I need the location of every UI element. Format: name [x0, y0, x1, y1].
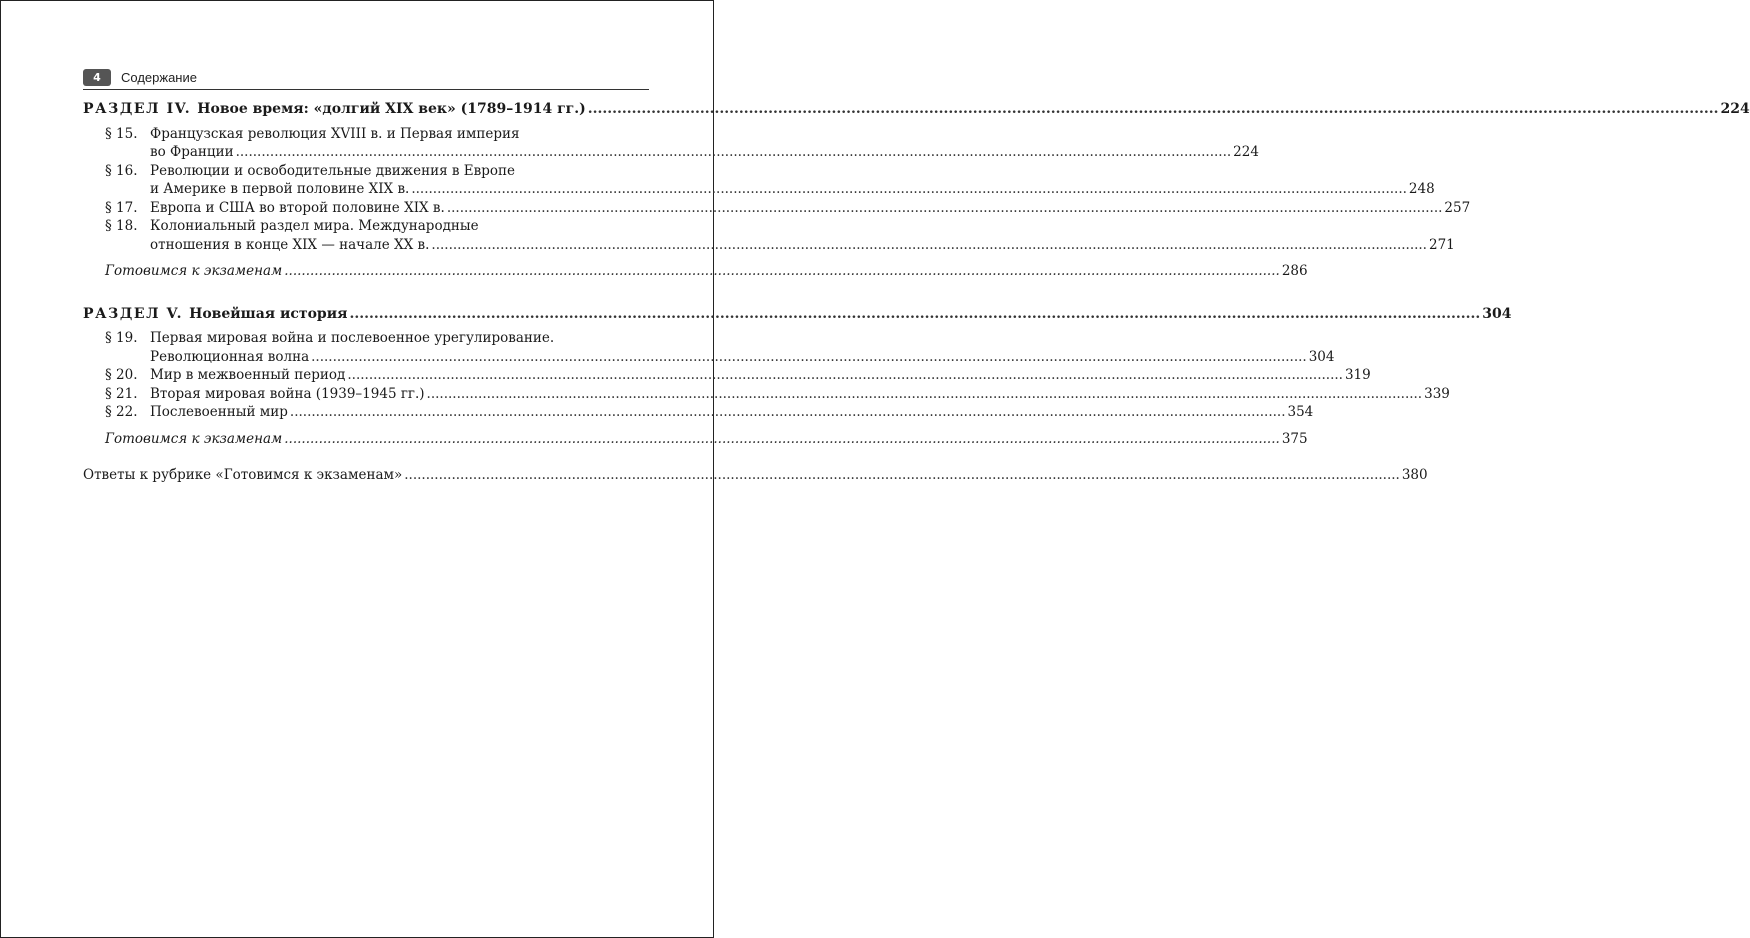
paragraph-number: § 20. — [105, 367, 138, 383]
paragraph-number: § 17. — [105, 199, 138, 216]
entry-line: Революции и освободительные движения в Европе — [150, 162, 516, 179]
review-entry-iv[interactable] — [83, 262, 1308, 281]
review-entry-v[interactable] — [83, 430, 1308, 449]
page-ref: 248 — [1408, 181, 1435, 197]
dot-leader — [404, 466, 1400, 485]
paragraph-number: § 19. — [105, 330, 138, 346]
section-title: Новое время: «долгий XIX век» (1789–1914 гг.) — [197, 101, 586, 117]
entry-line: Революционная волна — [150, 348, 310, 365]
toc-entry-18[interactable] — [83, 217, 1455, 254]
paragraph-number: § 22. — [105, 404, 138, 420]
section-label: РАЗДЕЛ V. — [83, 305, 184, 322]
section-title: Новейшая история — [189, 305, 348, 322]
entry-line: во Франции — [150, 144, 234, 160]
entry-line: Французская революция XVIII в. и Первая империя — [150, 125, 520, 142]
section-iv[interactable] — [83, 100, 1750, 119]
page-ref: 304 — [1308, 348, 1335, 365]
entry-line: Колониальный раздел мира. Международные — [150, 218, 479, 234]
paragraph-number: § 21. — [105, 385, 138, 402]
page-ref: 354 — [1287, 404, 1314, 420]
dot-leader — [427, 385, 1423, 404]
entry-line: Вторая мировая война (1939–1945 гг.) — [150, 385, 425, 402]
toc-entry-21[interactable] — [83, 385, 1450, 404]
dot-leader — [236, 143, 1232, 162]
paragraph-number: § 15. — [105, 125, 138, 142]
entry-line: Мир в межвоенный период — [150, 367, 346, 383]
toc-entry-16[interactable] — [83, 162, 1435, 199]
answers-entry[interactable] — [83, 466, 1428, 485]
dot-leader — [284, 262, 1280, 281]
page-ref: 339 — [1424, 385, 1450, 402]
page-ref: 224 — [1233, 144, 1259, 160]
dot-leader — [588, 100, 1719, 119]
section-label: РАЗДЕЛ IV. — [83, 101, 192, 117]
answers-label: Ответы к рубрике «Готовимся к экзаменам» — [83, 467, 403, 483]
page-ref: 375 — [1281, 430, 1308, 447]
toc-entry-17[interactable] — [83, 199, 1471, 218]
section-v[interactable] — [83, 305, 1512, 324]
dot-leader — [447, 199, 1443, 218]
page-number-badge: 4 — [83, 69, 111, 86]
dot-leader — [349, 305, 1480, 324]
header-title: Содержание — [121, 69, 197, 85]
toc-entry-19[interactable] — [83, 329, 1335, 366]
dot-leader — [290, 403, 1286, 422]
dot-leader — [431, 236, 1427, 255]
dot-leader — [311, 348, 1307, 367]
toc-entry-15[interactable] — [83, 125, 1259, 162]
entry-line: Первая мировая война и послевоенное урегулирование. — [150, 330, 555, 346]
review-label: Готовимся к экзаменам — [105, 263, 283, 279]
paragraph-number: § 18. — [105, 218, 138, 234]
dot-leader — [411, 180, 1407, 199]
page-ref: 286 — [1281, 263, 1308, 279]
page-header — [83, 67, 649, 87]
page-ref: 224 — [1720, 101, 1750, 117]
toc-entry-20[interactable] — [83, 366, 1371, 385]
paragraph-number: § 16. — [105, 162, 138, 179]
dot-leader — [284, 430, 1280, 449]
entry-line: Послевоенный мир — [150, 404, 288, 420]
toc-entry-22[interactable] — [83, 403, 1314, 422]
entry-line: отношения в конце XIX — начале XX в. — [150, 236, 430, 253]
page-ref: 271 — [1428, 236, 1455, 253]
entry-line: и Америке в первой половине XIX в. — [150, 181, 410, 197]
page-ref: 257 — [1444, 199, 1471, 216]
page-ref: 304 — [1482, 305, 1512, 322]
review-label: Готовимся к экзаменам — [105, 430, 283, 447]
page-ref: 319 — [1344, 367, 1371, 383]
header-rule — [83, 89, 649, 90]
page-ref: 380 — [1401, 467, 1428, 483]
entry-line: Европа и США во второй половине XIX в. — [150, 199, 445, 216]
dot-leader — [347, 366, 1343, 385]
toc-page — [83, 67, 1750, 485]
